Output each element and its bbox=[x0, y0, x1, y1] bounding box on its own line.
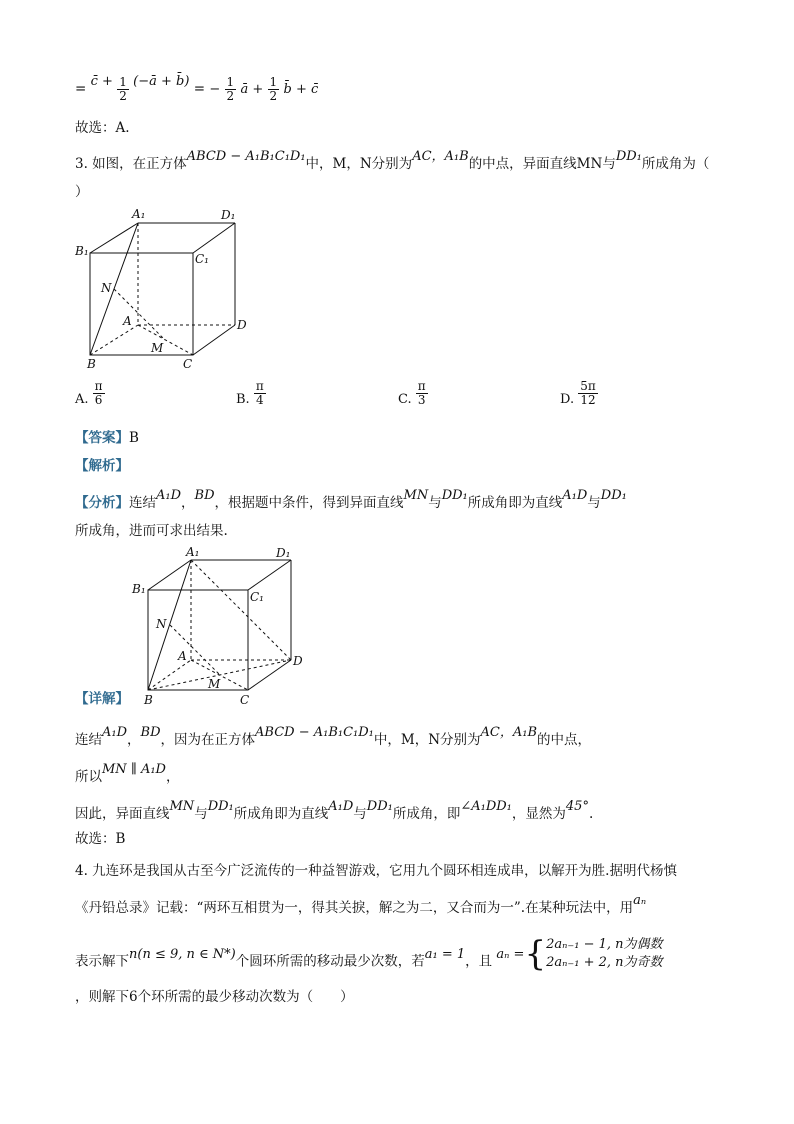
label-a: A bbox=[123, 314, 132, 328]
label-n: N bbox=[101, 281, 112, 295]
vector-equation: = c̄ + $\frac{1}{2}$ (−ā + b̄) = − $\frac{1}{2}$ ā + $\frac{1}{2}$ b̄ + c̄ bbox=[75, 74, 319, 103]
label-a: A bbox=[178, 649, 187, 663]
fenxi-line-1: 【分析】连结A₁D，BD，根据题中条件，得到异面直线MN与DD₁所成角即为直线A₁D与DD₁ bbox=[75, 488, 627, 511]
option-c[interactable]: C. $\frac{\pi}{3}$ bbox=[398, 379, 426, 407]
option-b[interactable]: B. $\frac{\pi}{4}$ bbox=[236, 379, 264, 407]
detail-tag: 【详解】 bbox=[75, 691, 129, 707]
question-3-close: ） bbox=[75, 184, 89, 200]
analysis-tag: 【解析】 bbox=[75, 458, 129, 474]
option-a[interactable]: A. $\frac{\pi}{6}$ bbox=[75, 379, 103, 407]
label-d1: D₁ bbox=[221, 208, 236, 222]
question-4-line-1: 4. 九连环是我国从古至今广泛流传的一种益智游戏，它用九个圆环相连成串，以解开为胜.据明代杨慎 bbox=[75, 863, 677, 879]
detail-line-1: 连结A₁D，BD，因为在正方体ABCD − A₁B₁C₁D₁中，M，N分别为AC，A₁B的中点， bbox=[75, 725, 592, 748]
select-a-line: 故选：A. bbox=[75, 120, 130, 136]
label-b: B bbox=[144, 693, 153, 707]
label-n: N bbox=[156, 617, 167, 631]
label-d: D bbox=[237, 318, 247, 332]
label-b1: B₁ bbox=[132, 582, 146, 596]
detail-line-3: 因此，异面直线MN与DD₁所成角即为直线A₁D与DD₁所成角，即∠A₁DD₁，显然为45°. bbox=[75, 799, 594, 822]
label-a1: A₁ bbox=[186, 545, 200, 559]
question-4-line-2: 《丹铅总录》记载：“两环互相贯为一，得其关捩，解之为二，又合而为一”.在某种玩法中，用aₙ bbox=[75, 893, 647, 916]
cube-figure-1 bbox=[75, 205, 260, 375]
answer-line bbox=[75, 429, 139, 447]
label-c: C bbox=[240, 693, 250, 707]
question-4-line-3: 表示解下n(n ≤ 9, n ∈ N*)个圆环所需的移动最少次数，若a₁ = 1，且 aₙ ={ 2aₙ₋₁ − 1, n为偶数 2aₙ₋₁ + 2, n为奇数 bbox=[75, 934, 663, 974]
label-c: C bbox=[183, 357, 193, 371]
label-m: M bbox=[151, 341, 164, 355]
cube-figure-2 bbox=[128, 545, 308, 710]
question-3-stem: 3. 如图，在正方体ABCD − A₁B₁C₁D₁中，M，N分别为AC，A₁B的中点，异面直线MN与DD₁所成角为（ bbox=[75, 149, 710, 172]
answer-tag: 【答案】 bbox=[75, 430, 129, 446]
select-b-line: 故选：B bbox=[75, 831, 126, 847]
label-b1: B₁ bbox=[75, 244, 89, 258]
fenxi-line-2: 所成角，进而可求出结果. bbox=[75, 523, 228, 539]
question-4-line-4: ，则解下6个环所需的最少移动次数为（ ） bbox=[75, 989, 354, 1005]
label-d: D bbox=[293, 654, 303, 668]
answer-value: B bbox=[129, 430, 139, 446]
option-d[interactable]: D. $\frac{5\pi}{12}$ bbox=[560, 379, 596, 407]
label-d1: D₁ bbox=[276, 546, 291, 560]
label-b: B bbox=[87, 357, 96, 371]
detail-line-2: 所以MN ∥ A₁D， bbox=[75, 762, 180, 785]
label-c1: C₁ bbox=[250, 590, 264, 604]
label-a1: A₁ bbox=[132, 207, 146, 221]
label-c1: C₁ bbox=[195, 252, 209, 266]
label-m: M bbox=[208, 677, 221, 691]
